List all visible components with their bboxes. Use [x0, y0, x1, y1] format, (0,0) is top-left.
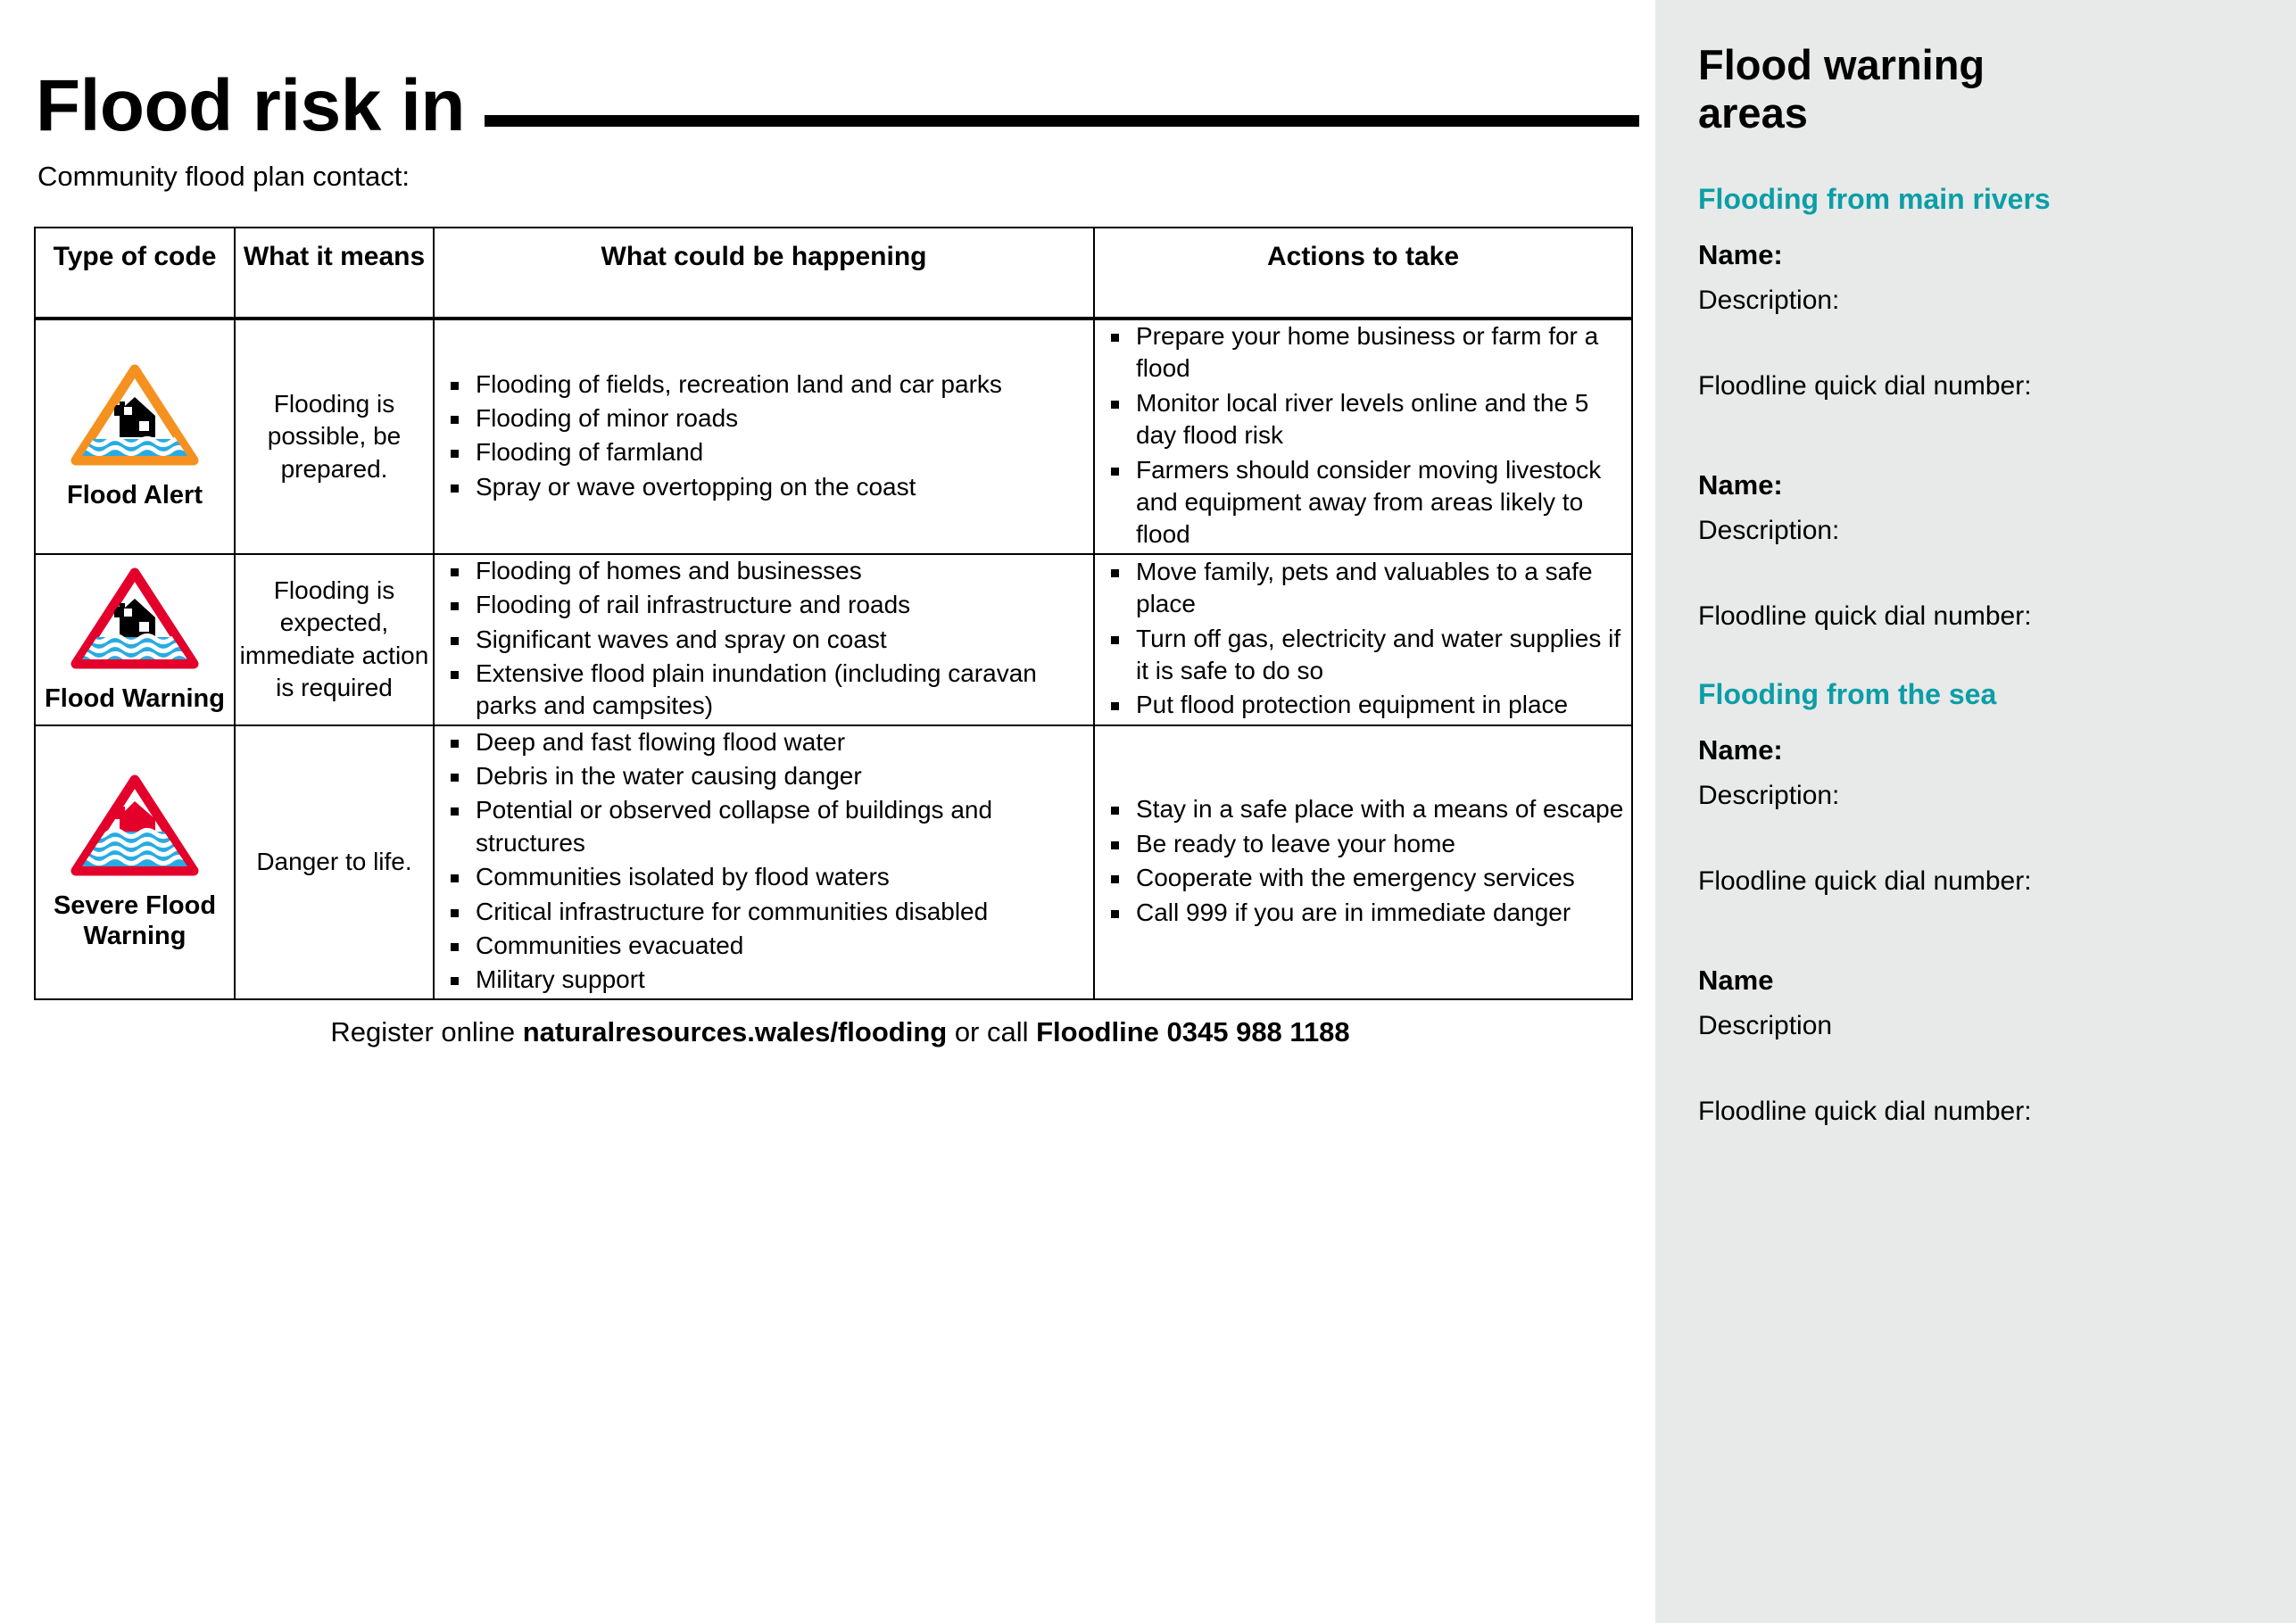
footer-prefix: Register online: [330, 1015, 523, 1047]
column-header-what-could-be-happening: What could be happening: [434, 228, 1094, 319]
list-item: Military support: [435, 964, 1093, 996]
sidebar-title: Flood warning areas: [1698, 41, 1985, 137]
flood-warning-actions-cell: [1094, 554, 1632, 725]
flood-alert-code-cell: [35, 319, 235, 554]
flood-warning-label: Flood Warning: [45, 683, 225, 713]
list-item: Significant waves and spray on coast: [435, 624, 1093, 656]
flood-warning-meaning: Flooding is expected, immediate action is required: [235, 554, 434, 725]
entry-description-label: Description: [1698, 1011, 1833, 1041]
footer-website-link[interactable]: naturalresources.wales/flooding: [522, 1015, 948, 1047]
severe-flood-warning-happening-list: [435, 726, 1093, 997]
severe-flood-warning-happening-cell: [434, 725, 1094, 999]
warning-area-entry: [1698, 469, 2266, 632]
column-header-what-it-means: What it means: [235, 228, 434, 319]
entry-floodline-dial-label: Floodline quick dial number:: [1698, 866, 2032, 897]
list-item: Farmers should consider moving livestock and equipment away from areas likely to flood: [1095, 454, 1631, 551]
list-item: Turn off gas, electricity and water supplies if it is safe to do so: [1095, 623, 1631, 688]
flood-alert-meaning: Flooding is possible, be prepared.: [235, 319, 434, 554]
flood-warning-happening-list: [435, 555, 1093, 723]
list-item: Monitor local river levels online and the 5 day flood risk: [1095, 387, 1631, 452]
list-item: Critical infrastructure for communities disabled: [435, 896, 1093, 928]
sidebar-section-heading-main-rivers: Flooding from main rivers: [1698, 183, 2051, 216]
entry-description-label: Description:: [1698, 286, 1840, 316]
column-header-actions-to-take: Actions to take: [1094, 228, 1632, 319]
list-item: Extensive flood plain inundation (including caravan parks and campsites): [435, 658, 1093, 723]
list-item: Stay in a safe place with a means of escape: [1095, 793, 1631, 825]
list-item: Flooding of rail infrastructure and roads: [435, 589, 1093, 621]
flood-alert-triangle-icon: [68, 362, 202, 468]
flood-alert-actions-cell: [1094, 319, 1632, 554]
warning-area-entry: [1698, 239, 2266, 402]
entry-floodline-dial-label: Floodline quick dial number:: [1698, 371, 2032, 402]
warning-area-entry: [1698, 734, 2266, 897]
flood-warning-actions-list: [1095, 556, 1631, 722]
entry-floodline-dial-label: Floodline quick dial number:: [1698, 601, 2032, 632]
column-header-type-of-code: Type of code: [35, 228, 235, 319]
list-item: Flooding of minor roads: [435, 402, 1093, 435]
entry-description-label: Description:: [1698, 781, 1840, 811]
list-item: Call 999 if you are in immediate danger: [1095, 897, 1631, 929]
severe-flood-warning-code-cell: [35, 725, 235, 999]
list-item: Flooding of fields, recreation land and car parks: [435, 368, 1093, 401]
list-item: Potential or observed collapse of buildings and structures: [435, 794, 1093, 859]
flood-warning-areas-sidebar: [1655, 0, 2296, 1623]
flood-warning-triangle-icon: [68, 566, 202, 671]
list-item: Spray or wave overtopping on the coast: [435, 471, 1093, 503]
title-fill-in-blank-line[interactable]: [485, 115, 1639, 127]
list-item: Deep and fast flowing flood water: [435, 726, 1093, 758]
severe-flood-warning-actions-cell: [1094, 725, 1632, 999]
list-item: Prepare your home business or farm for a flood: [1095, 320, 1631, 385]
flood-warning-code-cell: [35, 554, 235, 725]
community-flood-plan-contact-label: Community flood plan contact:: [37, 161, 410, 192]
footer-floodline-number: Floodline 0345 988 1188: [1036, 1015, 1350, 1047]
flood-warning-happening-cell: [434, 554, 1094, 725]
severe-flood-warning-label: Severe Flood Warning: [53, 891, 217, 951]
list-item: Flooding of homes and businesses: [435, 555, 1093, 587]
entry-name-label: Name:: [1698, 469, 1783, 501]
flood-alert-happening-cell: [434, 319, 1094, 554]
flood-risk-table: [34, 227, 1633, 1000]
flood-alert-happening-list: [435, 368, 1093, 504]
table-row: [35, 319, 1632, 554]
table-row: [35, 725, 1632, 999]
list-item: Move family, pets and valuables to a safe place: [1095, 556, 1631, 621]
list-item: Be ready to leave your home: [1095, 828, 1631, 860]
flood-alert-actions-list: [1095, 320, 1631, 551]
table-header-row: [35, 228, 1632, 319]
entry-description-label: Description:: [1698, 516, 1840, 546]
entry-name-label: Name:: [1698, 239, 1783, 271]
warning-area-entry: [1698, 965, 2266, 1127]
severe-flood-warning-meaning: Danger to life.: [235, 725, 434, 999]
severe-flood-warning-actions-list: [1095, 793, 1631, 929]
list-item: Debris in the water causing danger: [435, 760, 1093, 792]
list-item: Cooperate with the emergency services: [1095, 862, 1631, 894]
entry-name-label: Name:: [1698, 734, 1783, 766]
flood-alert-label: Flood Alert: [67, 481, 203, 510]
page-title-row: [0, 0, 1655, 146]
severe-flood-warning-triangle-icon: [68, 773, 202, 878]
list-item: Communities evacuated: [435, 930, 1093, 962]
page-title: Flood risk in: [36, 65, 465, 146]
list-item: Communities isolated by flood waters: [435, 861, 1093, 893]
table-row: [35, 554, 1632, 725]
sidebar-section-heading-the-sea: Flooding from the sea: [1698, 678, 1997, 711]
footer-register-line: [0, 1016, 1655, 1048]
entry-name-label: Name: [1698, 965, 1774, 997]
footer-middle: or call: [947, 1015, 1037, 1047]
list-item: Put flood protection equipment in place: [1095, 689, 1631, 721]
entry-floodline-dial-label: Floodline quick dial number:: [1698, 1097, 2032, 1127]
list-item: Flooding of farmland: [435, 436, 1093, 468]
